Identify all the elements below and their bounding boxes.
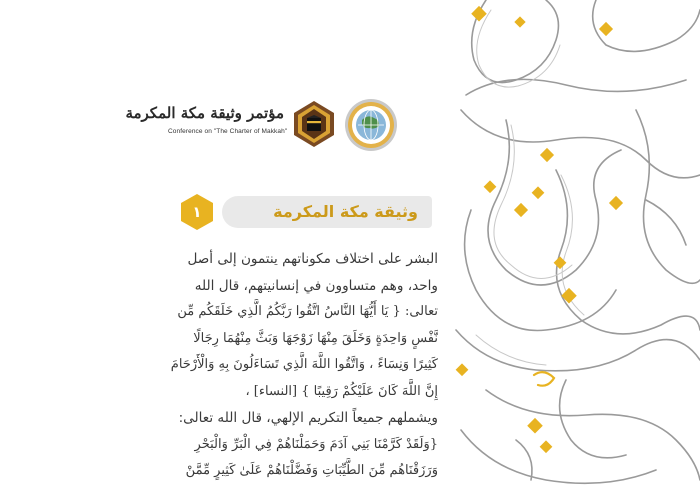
- conference-title-ar: مؤتمر وثيقة مكة المكرمة: [125, 104, 284, 122]
- body-line: نَّفْسٍ وَاحِدَةٍ وَخَلَقَ مِنْهَا زَوْجَهَا وَبَثَّ مِنْهُمَا رِجَالًا: [193, 330, 438, 346]
- section-number: ١: [192, 203, 202, 221]
- kaaba-icon: [290, 100, 338, 148]
- body-line: البشر على اختلاف مكوناتهم ينتمون إلى أصل: [187, 251, 438, 267]
- body-line: واحد، وهم متساوون في إنسانيتهم، قال الله: [194, 277, 438, 294]
- section-heading: [174, 193, 432, 231]
- globe-icon: [344, 98, 398, 152]
- body-line: إِنَّ اللَّهَ كَانَ عَلَيْكُمْ رَقِيبًا } [النساء] ،: [245, 383, 438, 399]
- section-title: وثيقة مكة المكرمة: [273, 202, 418, 221]
- section-number-badge: [178, 193, 216, 231]
- body-line: كَثِيرًا وَنِسَاءً ، وَاتَّقُوا اللَّهَ الَّذِي تَسَاءَلُونَ بِهِ وَالْأَرْحَامَ: [170, 357, 438, 372]
- conference-title-en: Conference on "The Charter of Makkah": [168, 128, 288, 135]
- body-line: وَرَزَقْنَاهُم مِّنَ الطَّيِّبَاتِ وَفَضَّلْنَاهُمْ عَلَىٰ كَثِيرٍ مِّمَّنْ: [185, 463, 438, 478]
- heading-pill: [222, 196, 432, 228]
- body-line: تعالى: { يَا أَيُّهَا النَّاسُ اتَّقُوا رَبَّكُمُ الَّذِي خَلَقَكُم مِّن: [177, 304, 438, 319]
- body-line: ويشملهم جميعاً التكريم الإلهي، قال الله تعالى:: [178, 410, 438, 426]
- body-text: [76, 246, 438, 490]
- header-logos: [125, 96, 400, 158]
- calligraphy-decoration: [446, 0, 700, 490]
- body-line: {وَلَقَدْ كَرَّمْنَا بَنِي آدَمَ وَحَمَلْنَاهُمْ فِي الْبَرِّ وَالْبَحْرِ: [194, 436, 438, 452]
- conference-logo: [125, 104, 288, 150]
